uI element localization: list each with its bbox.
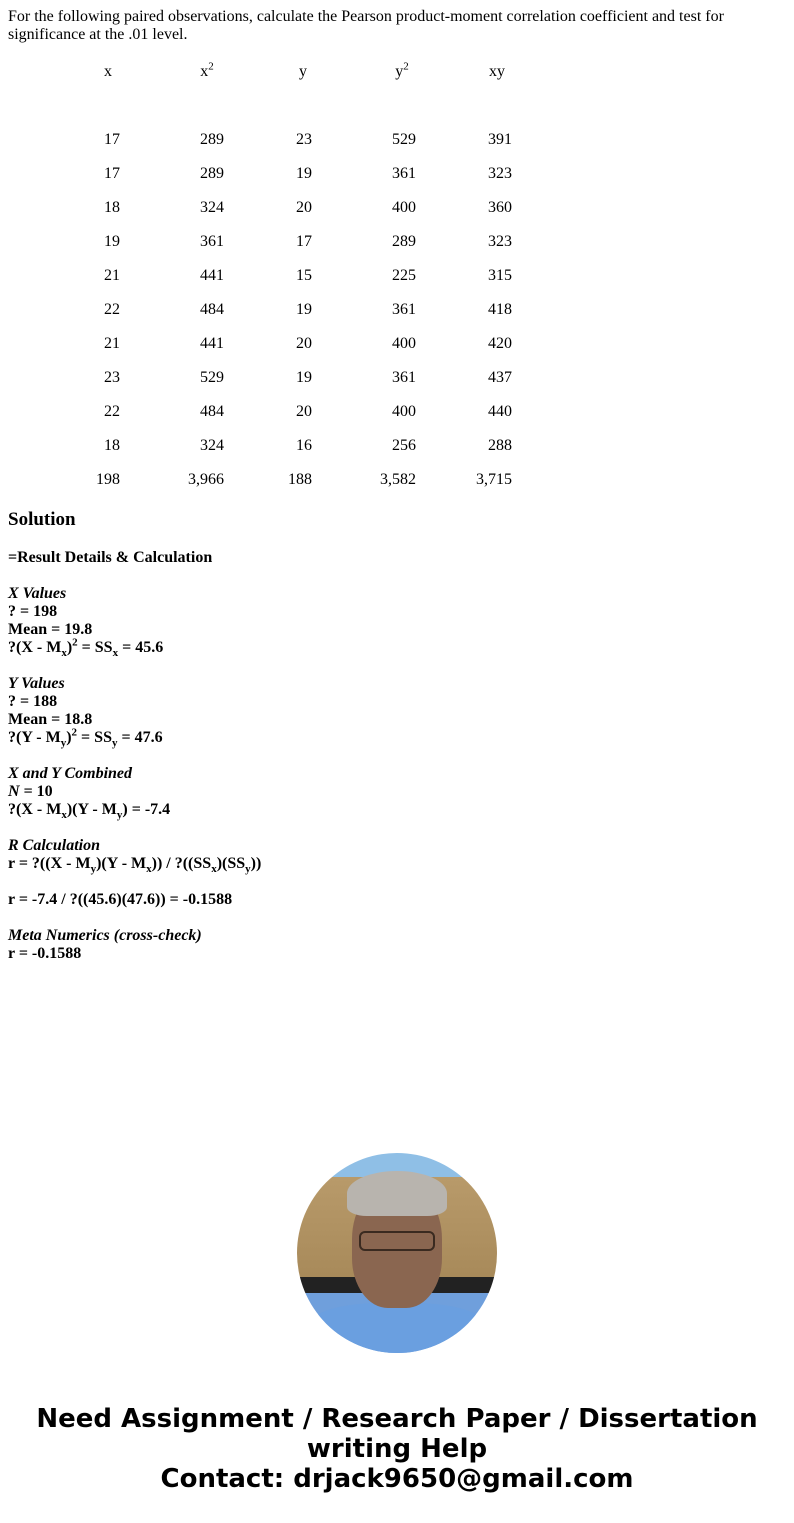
table-cell: 17 bbox=[104, 131, 120, 148]
table-cell: 418 bbox=[488, 301, 512, 318]
footer-ad bbox=[0, 1404, 794, 1494]
footer-line-2: writing Help bbox=[306, 1434, 488, 1464]
table-cell: 315 bbox=[488, 267, 512, 284]
table-cell: 484 bbox=[200, 403, 224, 420]
table-cell: 23 bbox=[104, 369, 120, 386]
table-cell: 323 bbox=[488, 233, 512, 250]
total-cell: 3,715 bbox=[476, 471, 512, 488]
table-cell: 400 bbox=[392, 335, 416, 352]
question-text: For the following paired observations, calculate the Pearson product-moment correlation coefficient and test for significance at the .01 level. bbox=[8, 8, 724, 43]
table-cell: 361 bbox=[200, 233, 224, 250]
column-header: x bbox=[104, 63, 112, 80]
total-cell: 198 bbox=[96, 471, 120, 488]
table-cell: 21 bbox=[104, 267, 120, 284]
table-cell: 323 bbox=[488, 165, 512, 182]
table-cell: 20 bbox=[296, 199, 312, 216]
table-cell: 441 bbox=[200, 335, 224, 352]
table-cell: 19 bbox=[296, 301, 312, 318]
x-values-title: X Values bbox=[8, 585, 67, 602]
sp-formula: ?(X - $M_x)(Y - M_y) = -7.4$ bbox=[8, 801, 171, 822]
table-cell: 20 bbox=[296, 403, 312, 420]
table-cell: 484 bbox=[200, 301, 224, 318]
table-cell: 289 bbox=[200, 165, 224, 182]
table-cell: 400 bbox=[392, 403, 416, 420]
table-cell: 22 bbox=[104, 301, 120, 318]
table-cell: 23 bbox=[296, 131, 312, 148]
footer-line-3: Contact: drjack9650@gmail.com bbox=[160, 1464, 634, 1494]
total-cell: 3,582 bbox=[380, 471, 416, 488]
table-cell: 20 bbox=[296, 335, 312, 352]
ssx-formula: ?(X - $M_x)^2 = SS_x = 45.6$ bbox=[8, 636, 164, 660]
author-photo bbox=[297, 1153, 497, 1353]
table-cell: 289 bbox=[392, 233, 416, 250]
table-cell: 16 bbox=[296, 437, 312, 454]
table-cell: 437 bbox=[488, 369, 512, 386]
meta-title: Meta Numerics (cross-check) bbox=[8, 927, 202, 944]
footer-line-1: Need Assignment / Research Paper / Dissertation bbox=[36, 1404, 758, 1434]
table-cell: 361 bbox=[392, 301, 416, 318]
table-cell: 17 bbox=[104, 165, 120, 182]
table-cell: 361 bbox=[392, 369, 416, 386]
table-cell: 441 bbox=[200, 267, 224, 284]
table-cell: 17 bbox=[296, 233, 312, 250]
table-cell: 289 bbox=[200, 131, 224, 148]
table-cell: 18 bbox=[104, 199, 120, 216]
table-cell: 22 bbox=[104, 403, 120, 420]
table-cell: 400 bbox=[392, 199, 416, 216]
column-header: xy bbox=[489, 63, 505, 80]
solution-heading: Solution bbox=[8, 509, 76, 530]
table-cell: 420 bbox=[488, 335, 512, 352]
meta-value: r = -0.1588 bbox=[8, 945, 82, 962]
table-cell: 361 bbox=[392, 165, 416, 182]
column-header: $y^2$ bbox=[395, 60, 409, 80]
n-value: N = 10 bbox=[8, 783, 53, 800]
column-header: y bbox=[299, 63, 307, 80]
result-subheading: =Result Details & Calculation bbox=[8, 549, 213, 566]
total-cell: 188 bbox=[288, 471, 312, 488]
r-value-line: r = -7.4 / ?((45.6)(47.6)) = -0.1588 bbox=[8, 891, 233, 908]
table-cell: 19 bbox=[296, 165, 312, 182]
table-cell: 21 bbox=[104, 335, 120, 352]
table-cell: 324 bbox=[200, 199, 224, 216]
x-mean: Mean = 19.8 bbox=[8, 621, 93, 638]
combined-title: X and Y Combined bbox=[8, 765, 133, 782]
r-formula: r = ?((X - $M_y)(Y - M_x)$) / $?((SS_x)(SS_y))$ bbox=[8, 855, 262, 876]
calculation-block bbox=[8, 585, 261, 963]
y-mean: Mean = 18.8 bbox=[8, 711, 93, 728]
total-cell: 3,966 bbox=[188, 471, 224, 488]
table-cell: 19 bbox=[104, 233, 120, 250]
table-cell: 225 bbox=[392, 267, 416, 284]
table-cell: 18 bbox=[104, 437, 120, 454]
table-cell: 324 bbox=[200, 437, 224, 454]
table-cell: 256 bbox=[392, 437, 416, 454]
r-calc-title: R Calculation bbox=[8, 837, 101, 854]
table-cell: 19 bbox=[296, 369, 312, 386]
column-header: $x^2$ bbox=[200, 60, 214, 80]
table-cell: 288 bbox=[488, 437, 512, 454]
table-cell: 440 bbox=[488, 403, 512, 420]
table-cell: 15 bbox=[296, 267, 312, 284]
x-sum: ? = 198 bbox=[8, 603, 58, 620]
table-cell: 391 bbox=[488, 131, 512, 148]
table-cell: 529 bbox=[392, 131, 416, 148]
y-sum: ? = 188 bbox=[8, 693, 58, 710]
table-cell: 360 bbox=[488, 199, 512, 216]
table-cell: 529 bbox=[200, 369, 224, 386]
y-values-title: Y Values bbox=[8, 675, 65, 692]
ssy-formula: ?(Y - $M_y)^2 = SS_y = 47.6$ bbox=[8, 726, 163, 750]
